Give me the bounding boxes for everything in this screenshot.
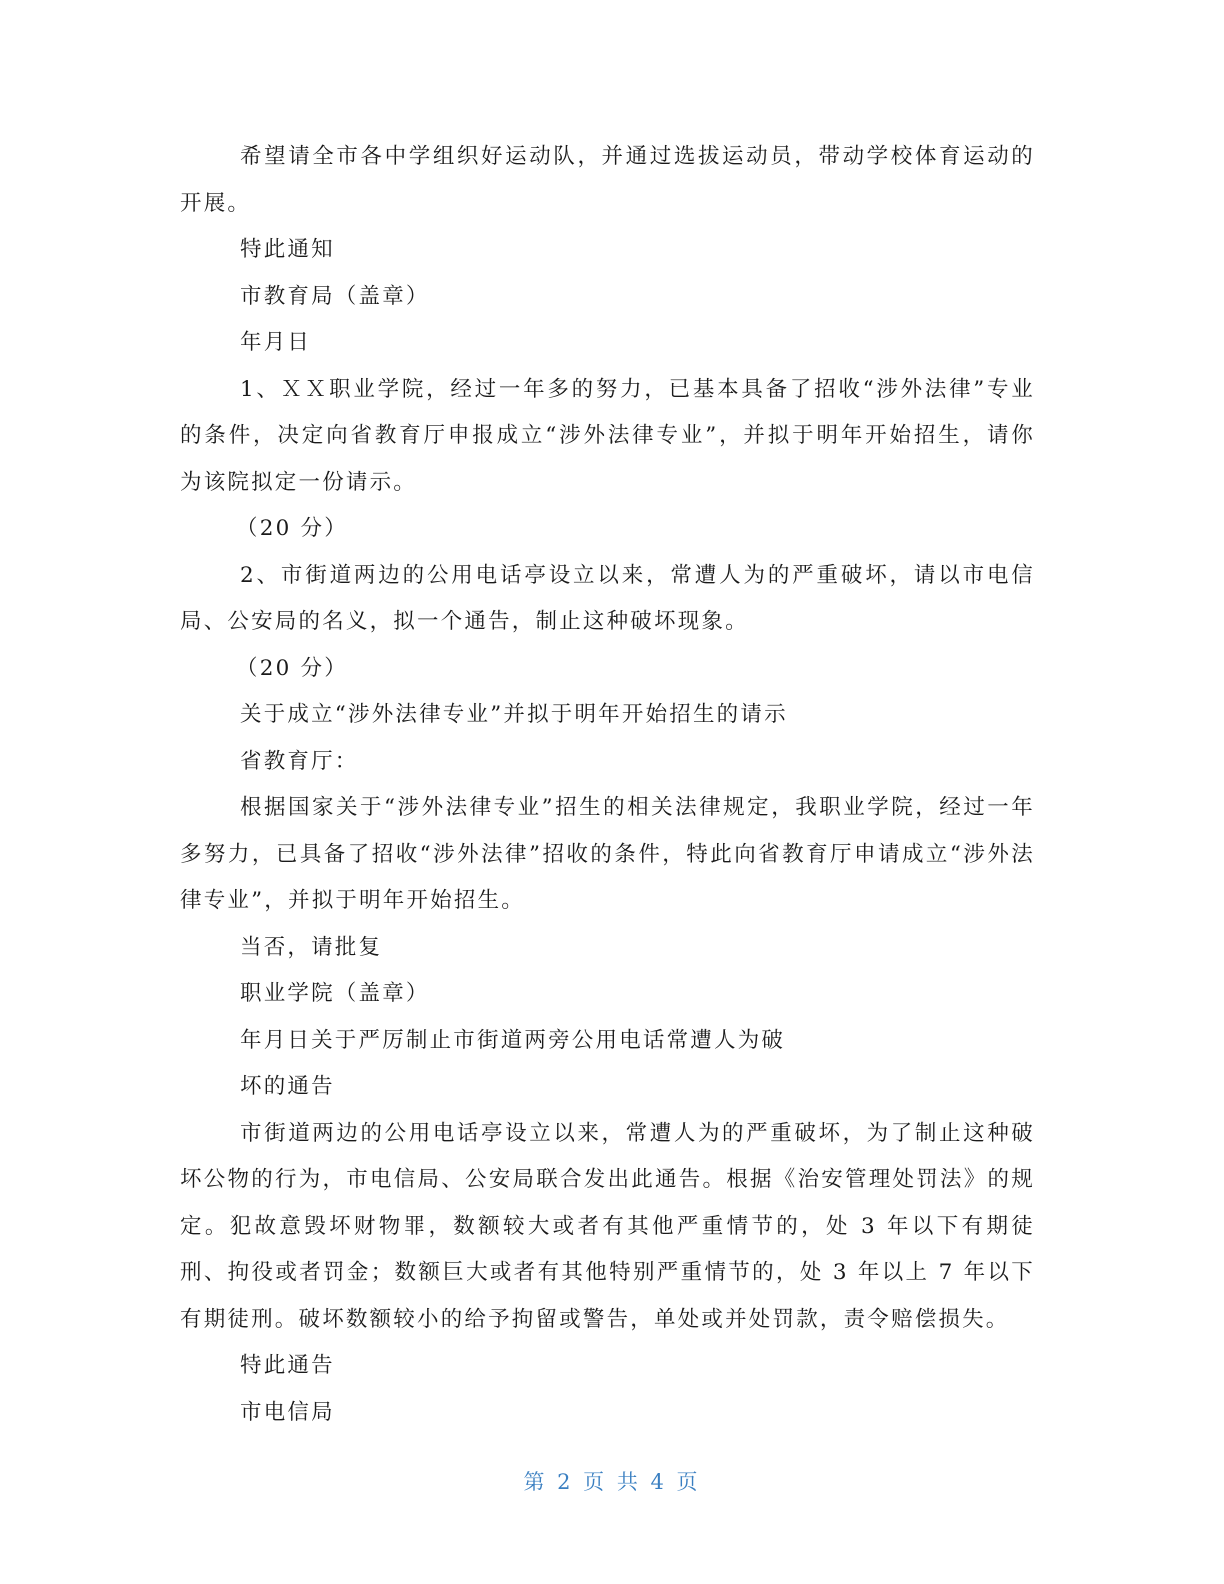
paragraph-score-2: （20 分）	[236, 655, 348, 681]
page-footer	[0, 1466, 1224, 1496]
paragraph-announcement-body: 市街道两边的公用电话亭设立以来，常遭人为的严重破坏，为了制止这种破坏公物的行为，市电信局、公安局联合发出此通告。根据《治安管理处罚法》的规定。犯故意毁坏财物罪，数额较大或者有其他严重情节的，处 3 年以下有期徒刑、拘役或者罚金；数额巨大或者有其他特别严重情节的，处 3 年以上 7 年以下有期徒刑。破坏数额较小的给予拘留或警告，单处或并处罚款，责令赔偿损失。	[180, 1120, 1035, 1332]
paragraph-announcement-title-line2: 坏的通告	[240, 1074, 335, 1099]
paragraph-question-2: 2、市街道两边的公用电话亭设立以来，常遭人为的严重破坏，请以市电信局、公安局的名义，拟一个通告，制止这种破坏现象。	[180, 562, 1035, 634]
paragraph-notice-closing: 特此通知	[240, 237, 335, 262]
paragraph-request-title: 关于成立“涉外法律专业”并拟于明年开始招生的请示	[240, 702, 788, 727]
page-number: 第 2 页 共 4 页	[523, 1470, 701, 1494]
paragraph-request-closing: 当否，请批复	[240, 934, 383, 960]
paragraph-request-body: 根据国家关于“涉外法律专业”招生的相关法律规定，我职业学院，经过一年多努力，已具备了招收“涉外法律”招收的条件，特此向省教育厅申请成立“涉外法律专业”，并拟于明年开始招生。	[180, 795, 1035, 913]
paragraph-sports-team-request: 希望请全市各中学组织好运动队，并通过选拔运动员，带动学校体育运动的开展。	[180, 144, 1035, 216]
paragraph-college-seal: 职业学院（盖章）	[240, 981, 430, 1006]
paragraph-date-placeholder: 年月日	[240, 330, 312, 355]
paragraph-recipient: 省教育厅：	[240, 748, 359, 774]
paragraph-announcement-closing: 特此通告	[240, 1353, 335, 1378]
paragraph-telecom-bureau: 市电信局	[240, 1399, 335, 1425]
paragraph-announcement-title-line1: 年月日关于严厉制止市街道两旁公用电话常遭人为破	[240, 1027, 786, 1053]
document-body	[180, 134, 1035, 1436]
paragraph-education-bureau-seal: 市教育局（盖章）	[240, 283, 430, 309]
paragraph-question-1: 1、ＸＸ职业学院，经过一年多的努力，已基本具备了招收“涉外法律”专业的条件，决定向省教育厅申报成立“涉外法律专业”，并拟于明年开始招生，请你为该院拟定一份请示。	[180, 376, 1035, 495]
paragraph-score-1: （20 分）	[236, 516, 348, 541]
